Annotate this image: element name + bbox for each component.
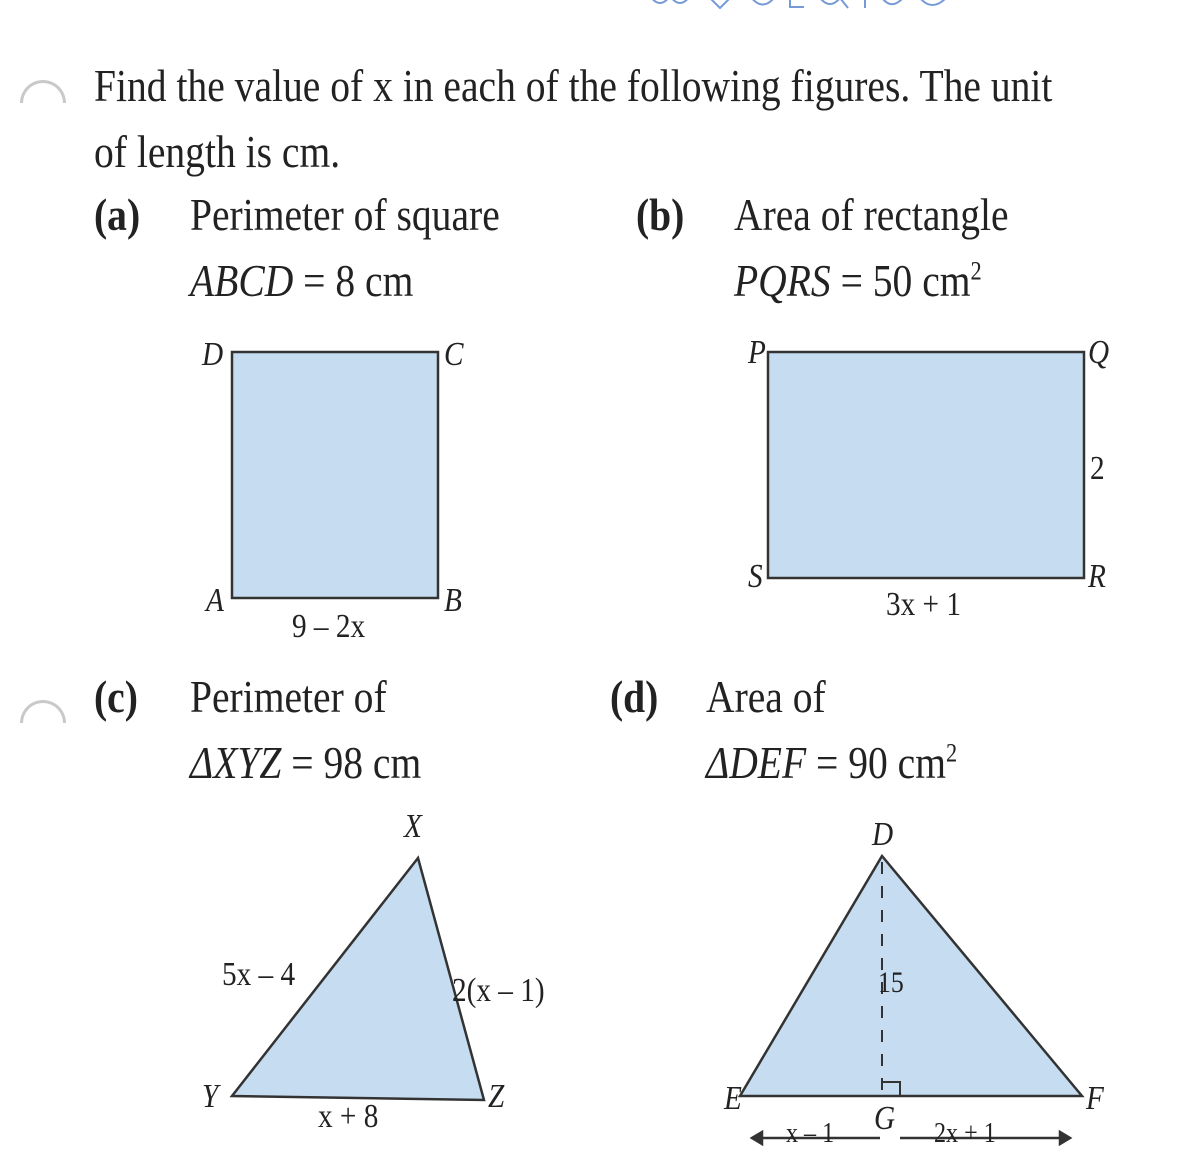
triangle-def [740,856,1082,1096]
vertex-label-b-p: P [748,334,766,371]
vertex-label-b-r: R [1088,558,1106,595]
part-b-figure-name: PQRS [734,255,831,306]
vertex-label-d-d: D [872,816,894,853]
vertex-label-a-d: D [202,336,224,373]
part-b-given-value: = 50 cm [840,255,971,306]
base-label-2x-plus-1: 2x + 1 [934,1118,996,1149]
side-label-9-minus-2x: 9 – 2x [292,608,366,645]
vertex-label-c-y: Y [202,1078,219,1115]
part-d-unit-exponent: 2 [945,738,958,768]
question-line-2: of length is cm. [94,126,341,177]
part-d-given-value: = 90 cm [816,737,946,788]
part-b-label: (b) [636,189,685,240]
part-d-line-1: Area of [706,671,826,722]
vertex-label-c-z: Z [488,1078,505,1115]
part-c-label: (c) [94,671,138,722]
vertex-label-d-e: E [724,1080,742,1117]
vertex-label-b-q: Q [1088,334,1110,371]
part-a-line-1: Perimeter of square [190,189,500,240]
side-label-2: 2 [1090,450,1105,487]
vertex-label-c-x: X [404,808,422,845]
part-d-figure-name: ΔDEF [706,737,807,788]
side-label-5x-minus-4: 5x – 4 [222,956,296,993]
part-c-line-1: Perimeter of [190,671,387,722]
side-label-3x-plus-1: 3x + 1 [886,586,961,623]
part-b-unit-exponent: 2 [970,256,982,286]
vertex-label-a-b: B [444,582,462,619]
vertex-label-a-a: A [206,582,224,619]
vertex-label-a-c: C [444,336,464,373]
part-a-label: (a) [94,189,141,240]
square-abcd [232,352,438,598]
part-b-line-1: Area of rectangle [734,189,1009,240]
part-a-figure-name: ABCD [190,255,294,306]
side-label-x-plus-8: x + 8 [318,1098,379,1135]
part-c-given-value: = 98 cm [291,737,422,788]
question-line-1: Find the value of x in each of the following figures. The unit [94,60,1053,111]
height-label-15: 15 [878,966,904,999]
part-a-given-value: = 8 cm [303,255,414,306]
vertex-label-b-s: S [748,558,763,595]
part-c-figure-name: ΔXYZ [190,737,282,788]
vertex-label-d-g: G [874,1100,896,1137]
vertex-label-d-f: F [1086,1080,1104,1117]
rectangle-pqrs [768,352,1084,578]
part-d-label: (d) [610,671,659,722]
base-label-x-minus-1: x – 1 [786,1118,835,1149]
side-label-2-x-minus-1: 2(x – 1) [452,972,545,1009]
